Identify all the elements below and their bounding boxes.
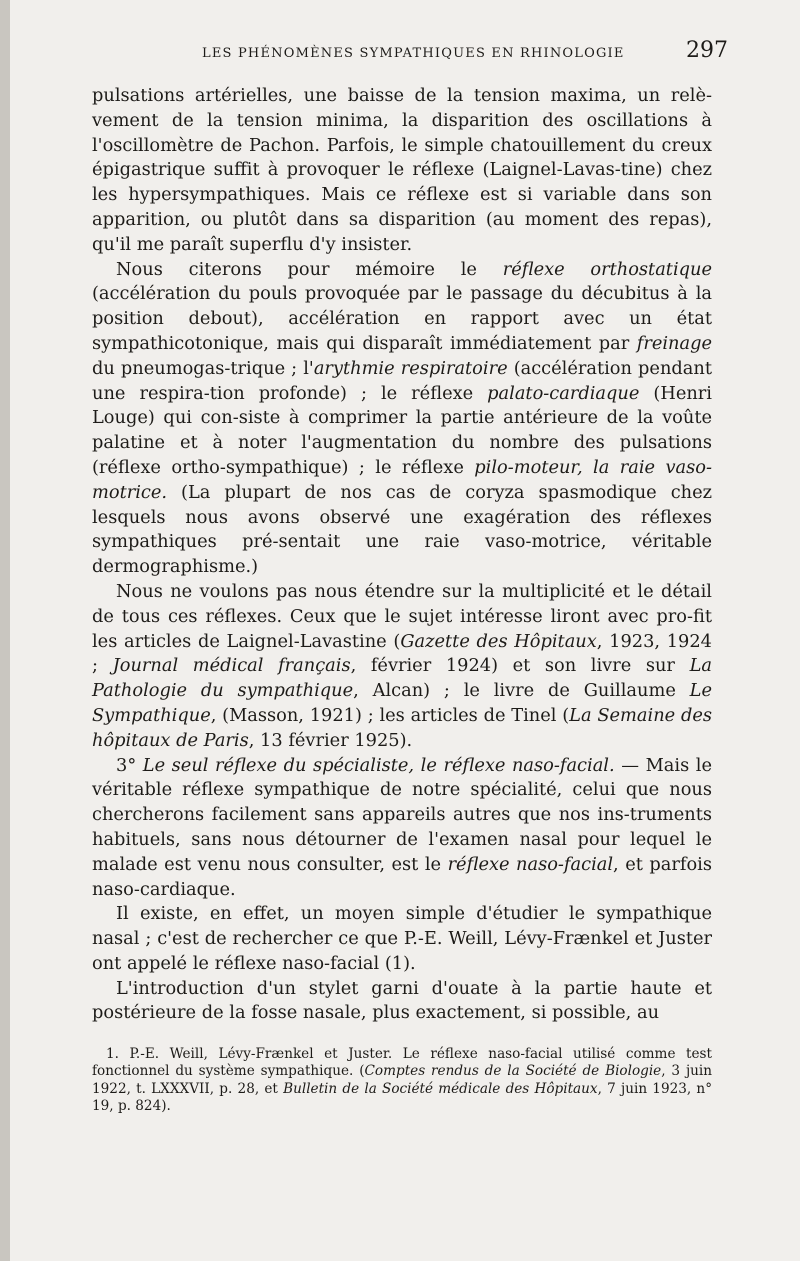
italic-text: Gazette des Hôpitaux bbox=[400, 630, 597, 652]
text-run: (accélération du pouls provoquée par le passage du décubitus à la position debout), accélération en rapport avec un état sympathicotonique, mais qui disparaît immédiatement par bbox=[92, 283, 712, 354]
page-header bbox=[92, 38, 728, 72]
italic-text: réflexe naso-facial bbox=[447, 853, 614, 875]
italic-text: freinage bbox=[636, 332, 712, 354]
italic-text: Le seul réflexe du spécialiste, le réflexe naso-facial. bbox=[142, 754, 615, 776]
italic-text: Comptes rendus de la Société de Biologie bbox=[364, 1063, 662, 1080]
text-run: Il existe, en effet, un moyen simple d'étudier le sympathique nasal ; c'est de rechercher ce que P.-E. Weill, Lévy-Frænkel et Juster ont appelé le réflexe naso-facial (1). bbox=[92, 903, 712, 974]
text-run: pulsations artérielles, une baisse de la tension maxima, un relè-vement de la tension minima, la disparition des oscillations à l'oscillomètre de Pachon. Parfois, le simple chatouillement du creux épigastrique suffit à provoquer le réflexe (Laignel-Lavas-tine) chez les hypersympathiques. Mais ce réflexe est si variable dans son apparition, ou plutôt dans sa disparition (au moment des repas), qu'il me paraît superflu d'y insister. bbox=[92, 85, 712, 255]
text-run: , 13 février 1925). bbox=[248, 729, 413, 751]
italic-text: pilo-moteur, la raie vaso-motrice. bbox=[92, 456, 712, 503]
page-number: 297 bbox=[686, 38, 728, 63]
text-run: L'introduction d'un stylet garni d'ouate à la partie haute et postérieure de la fosse nasale, plus exactement, si possible, au bbox=[92, 977, 712, 1024]
italic-text: réflexe orthostatique bbox=[502, 258, 712, 280]
page-edge-shadow bbox=[0, 0, 10, 1261]
paragraph bbox=[92, 258, 712, 580]
text-run: (accélération pendant une respira-tion profonde) ; le réflexe bbox=[92, 357, 712, 404]
paragraph bbox=[92, 580, 712, 754]
italic-text: Le Sympathique bbox=[92, 680, 712, 726]
paragraph bbox=[92, 977, 712, 1027]
italic-text: Journal médical français bbox=[112, 655, 351, 677]
text-run: , 1923, 1924 ; bbox=[92, 630, 712, 677]
text-run: , 3 juin 1922, t. LXXXVII, p. 28, et bbox=[92, 1063, 713, 1097]
italic-text: La Semaine des hôpitaux de Paris bbox=[92, 704, 712, 751]
text-run: 3° bbox=[116, 754, 143, 776]
body-text bbox=[92, 84, 712, 1026]
text-run: , (Masson, 1921) ; les articles de Tinel ( bbox=[210, 704, 570, 726]
text-run: (Henri Louge) qui con-siste à comprimer la partie antérieure de la voûte palatine et à noter l'augmentation du nombre des pulsations (réflexe ortho-sympathique) ; le réflexe bbox=[92, 382, 712, 478]
text-run: , février 1924) et son livre sur bbox=[350, 655, 690, 677]
paragraph bbox=[92, 754, 712, 903]
text-run: Nous ne voulons pas nous étendre sur la multiplicité et le détail de tous ces réflexes. Ceux que le sujet intéresse liront avec pro-fit les articles de Laignel-Lavastine ( bbox=[92, 580, 712, 652]
italic-text: Bulletin de la Société médicale des Hôpitaux bbox=[283, 1080, 598, 1097]
text-run: , et parfois naso-cardiaque. bbox=[92, 853, 712, 900]
running-title: LES PHÉNOMÈNES SYMPATHIQUES EN RHINOLOGIE bbox=[202, 46, 625, 61]
italic-text: palato-cardiaque bbox=[487, 382, 640, 404]
text-run: — Mais le véritable réflexe sympathique de notre spécialité, celui que nous chercherons facilement sans appareils autres que nos ins-truments habituels, sans nous détourner de l'examen nasal pour lequel le malade est venu nous consulter, est le bbox=[92, 754, 712, 875]
text-run: (La plupart de nos cas de coryza spasmodique chez lesquels nous avons observé une exagération des réflexes sympathiques pré-sentait une raie vaso-motrice, véritable dermographisme.) bbox=[92, 481, 712, 578]
paragraph bbox=[92, 84, 712, 258]
text-run: , 7 juin 1923, n° 19, p. 824). bbox=[92, 1080, 712, 1115]
italic-text: La Pathologie du sympathique bbox=[92, 655, 712, 702]
text-run: 1. P.-E. Weill, Lévy-Frænkel et Juster. Le réflexe naso-facial utilisé comme test fonctionnel du système sympathique. ( bbox=[92, 1046, 712, 1080]
italic-text: arythmie respiratoire bbox=[313, 357, 508, 379]
footnote bbox=[92, 1046, 712, 1116]
text-run: , Alcan) ; le livre de Guillaume bbox=[353, 680, 690, 702]
text-run: Nous citerons pour mémoire le bbox=[116, 258, 503, 280]
text-run: du pneumogas-trique ; l' bbox=[92, 357, 314, 379]
footnote-text bbox=[92, 1046, 712, 1116]
paragraph bbox=[92, 902, 712, 976]
